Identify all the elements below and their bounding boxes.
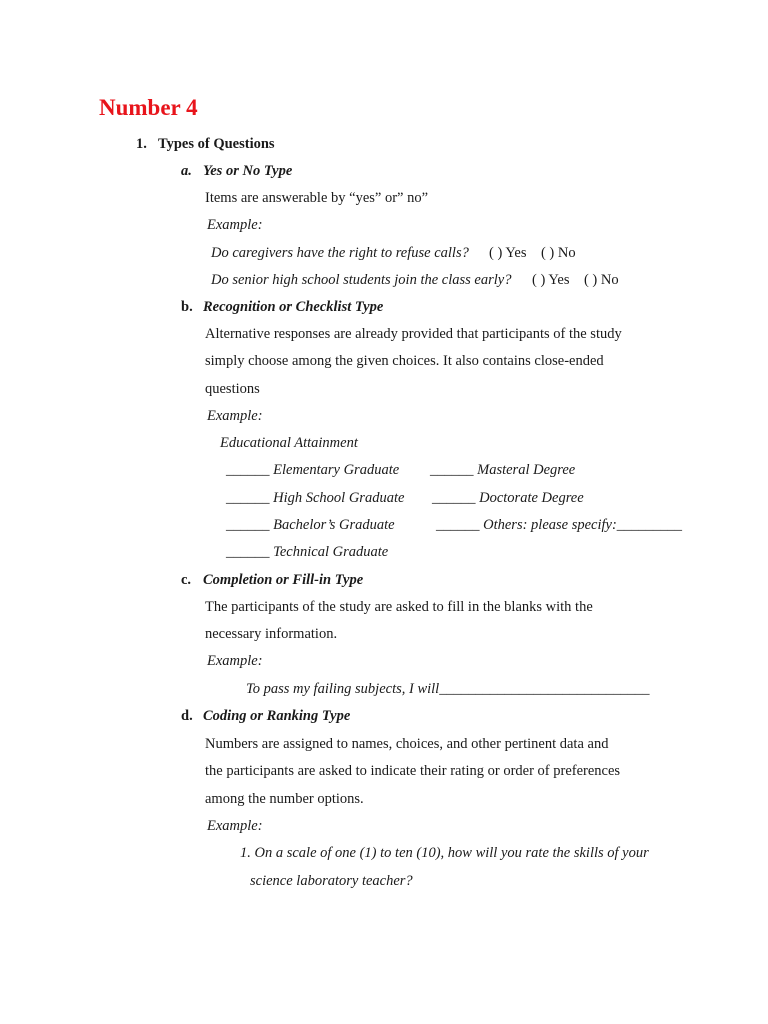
item-b-description-line: Alternative responses are already provided that participants of the study [205,326,622,342]
item-c-description-line: The participants of the study are asked to fill in the blanks with the [205,599,593,615]
item-b-description-line: simply choose among the given choices. It also contains close-ended [205,353,604,369]
item-c-example-label: Example: [207,653,263,669]
item-d-description-line: among the number options. [205,791,364,807]
checklist-option: ______ Elementary Graduate [226,462,400,478]
checklist-label: Educational Attainment [220,435,358,451]
checklist-option: ______ Masteral Degree [430,462,576,478]
item-d-description-line: Numbers are assigned to names, choices, and other pertinent data and [205,736,609,752]
item-a-marker: a. [181,163,192,179]
item-a-description: Items are answerable by “yes” or” no” [205,190,429,206]
item-c-marker: c. [181,572,192,588]
section-number: 1. [136,136,147,152]
item-a-question-1-options: ( ) Yes ( ) No [489,245,576,261]
item-d-example-label: Example: [207,818,263,834]
item-c-heading: Completion or Fill-in Type [203,572,364,588]
checklist-option: ______ Technical Graduate [226,544,389,560]
item-a-example-label: Example: [207,217,263,233]
item-c-description-line: necessary information. [205,626,338,642]
item-b-marker: b. [181,299,193,315]
checklist-option: ______ Doctorate Degree [432,490,584,506]
item-a-question-1: Do caregivers have the right to refuse calls? [211,245,469,261]
item-d-example-line: 1. On a scale of one (1) to ten (10), how will you rate the skills of your [240,845,649,861]
section-heading: Types of Questions [158,136,275,152]
checklist-option: ______ High School Graduate [226,490,405,506]
item-a-question-2-options: ( ) Yes ( ) No [532,272,619,288]
item-b-heading: Recognition or Checklist Type [203,299,384,315]
item-c-example-sentence: To pass my failing subjects, I will_____________________________ [246,681,650,697]
item-d-marker: d. [181,708,193,724]
item-b-description-line: questions [205,381,260,397]
page-title: Number 4 [99,95,198,120]
checklist-option: ______ Bachelor’s Graduate [226,517,395,533]
item-d-description-line: the participants are asked to indicate their rating or order of preferences [205,763,621,779]
item-a-question-2: Do senior high school students join the class early? [211,272,512,288]
item-b-example-label: Example: [207,408,263,424]
item-a-heading: Yes or No Type [203,163,293,179]
item-d-example-line: science laboratory teacher? [250,873,413,889]
checklist-option: ______ Others: please specify:_________ [436,517,683,533]
item-d-heading: Coding or Ranking Type [203,708,351,724]
